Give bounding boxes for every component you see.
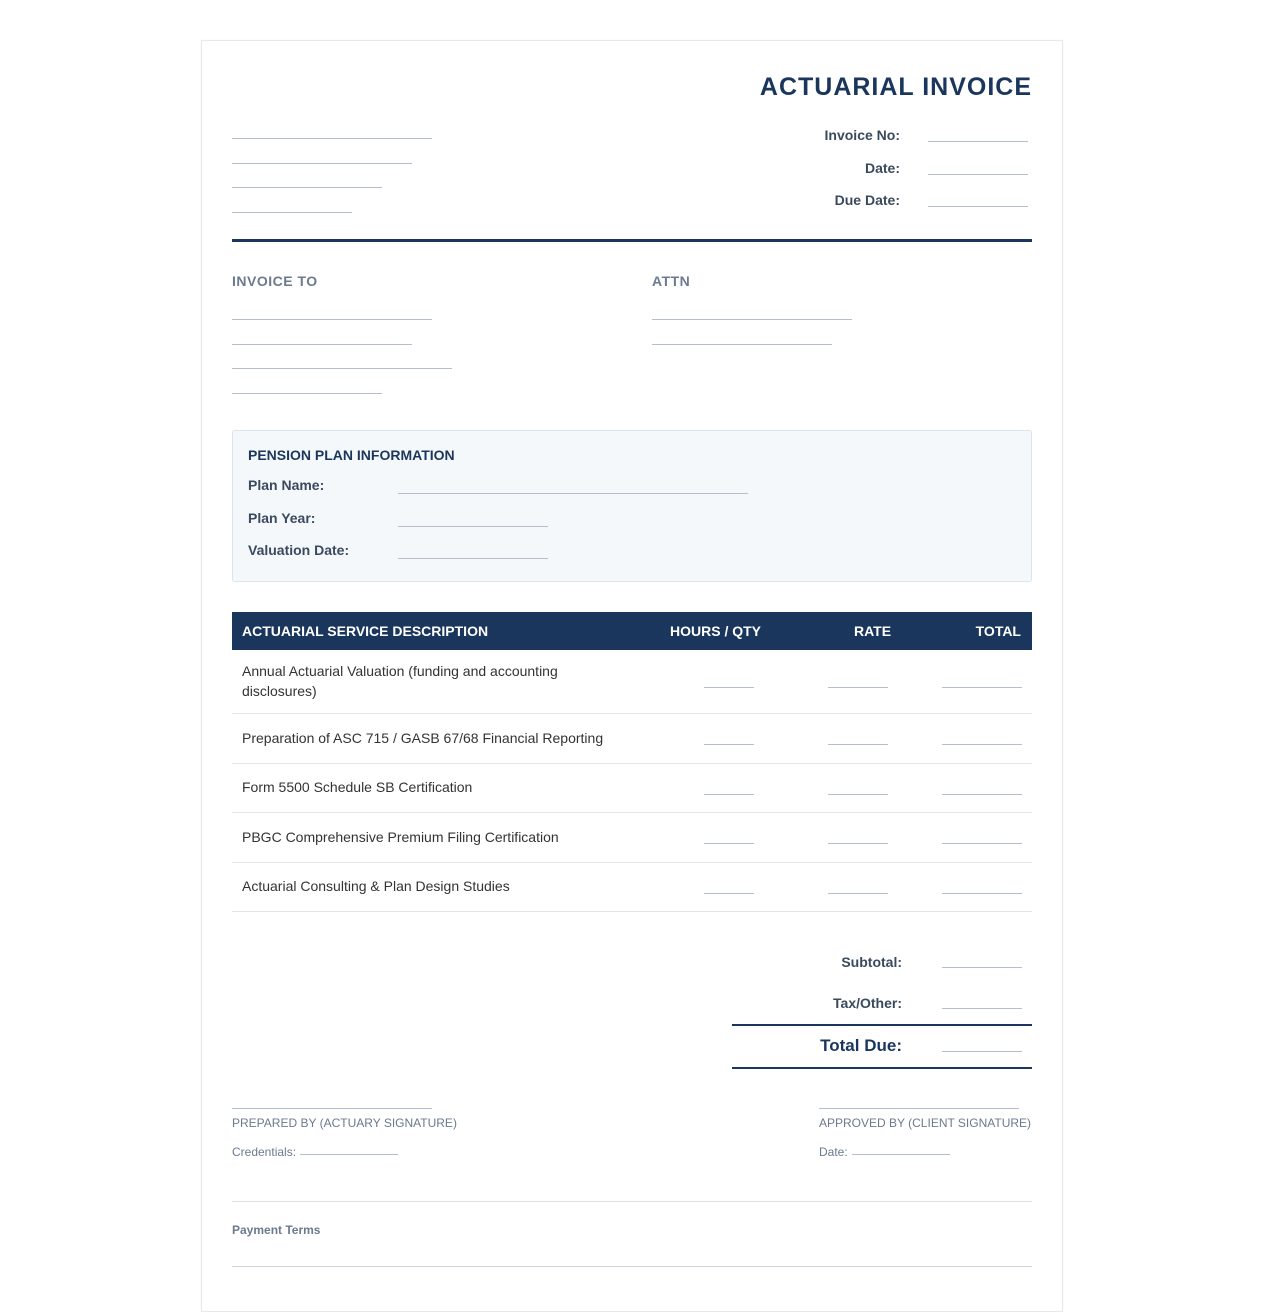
total-due-bottom-rule [732, 1067, 1032, 1069]
invoice-to-line-4[interactable] [232, 393, 382, 394]
table-row [232, 863, 1032, 912]
service-description: Form 5500 Schedule SB Certification [242, 779, 473, 795]
hours-column-header: HOURS / QTY [670, 623, 762, 639]
subtotal-field[interactable] [942, 967, 1022, 968]
due-date-label: Due Date: [834, 192, 900, 208]
invoice-to-line-3[interactable] [232, 368, 452, 369]
invoice-to-line-1[interactable] [232, 319, 432, 320]
pension-plan-title: PENSION PLAN INFORMATION [248, 447, 455, 463]
date-label: Date: [864, 160, 900, 176]
credentials-label: Credentials: [232, 1145, 297, 1159]
header-divider [232, 239, 1032, 242]
attn-label: ATTN [652, 273, 691, 289]
credentials-field[interactable] [300, 1154, 398, 1155]
rate-field[interactable] [828, 893, 888, 894]
attn-line-1[interactable] [652, 319, 852, 320]
service-description: Preparation of ASC 715 / GASB 67/68 Financial Reporting [242, 730, 604, 746]
services-table-header [232, 612, 1032, 650]
approved-by-label: APPROVED BY (CLIENT SIGNATURE) [819, 1116, 1032, 1130]
rate-field[interactable] [828, 687, 888, 688]
rate-field[interactable] [828, 794, 888, 795]
invoice-to-line-2[interactable] [232, 344, 412, 345]
invoice-page [201, 40, 1063, 1312]
rate-column-header: RATE [854, 623, 892, 639]
client-signature-line[interactable] [819, 1108, 1019, 1109]
payment-terms-label: Payment Terms [232, 1223, 321, 1237]
invoice-to-label: INVOICE TO [232, 273, 318, 289]
company-line-3[interactable] [232, 187, 382, 188]
description-column-header: ACTUARIAL SERVICE DESCRIPTION [242, 623, 489, 639]
approval-date-field[interactable] [852, 1154, 950, 1155]
valuation-date-label: Valuation Date: [248, 542, 350, 558]
invoice-no-field[interactable] [928, 141, 1028, 142]
valuation-date-field[interactable] [398, 558, 548, 559]
hours-field[interactable] [704, 794, 754, 795]
pension-plan-box [232, 430, 1032, 582]
table-row [232, 813, 1032, 863]
total-due-field[interactable] [942, 1051, 1022, 1052]
total-field[interactable] [942, 794, 1022, 795]
table-row [232, 764, 1032, 813]
plan-year-field[interactable] [398, 526, 548, 527]
hours-field[interactable] [704, 843, 754, 844]
prepared-by-label: PREPARED BY (ACTUARY SIGNATURE) [232, 1116, 457, 1130]
invoice-title: ACTUARIAL INVOICE [759, 73, 1032, 101]
rate-field[interactable] [828, 843, 888, 844]
service-description: Actuarial Consulting & Plan Design Studies [242, 878, 510, 894]
total-field[interactable] [942, 893, 1022, 894]
table-row [232, 650, 1032, 714]
total-due-top-rule [732, 1024, 1032, 1026]
total-field[interactable] [942, 687, 1022, 688]
total-due-label: Total Due: [820, 1036, 902, 1055]
company-line-1[interactable] [232, 138, 432, 139]
hours-field[interactable] [704, 893, 754, 894]
total-field[interactable] [942, 744, 1022, 745]
due-date-field[interactable] [928, 206, 1028, 207]
subtotal-label: Subtotal: [841, 954, 902, 970]
footer-divider [232, 1201, 1032, 1202]
plan-year-label: Plan Year: [248, 510, 316, 526]
service-description: PBGC Comprehensive Premium Filing Certification [242, 829, 559, 845]
table-row [232, 714, 1032, 764]
total-column-header: TOTAL [975, 623, 1021, 639]
invoice-no-label: Invoice No: [824, 127, 900, 143]
company-line-2[interactable] [232, 163, 412, 164]
hours-field[interactable] [704, 687, 754, 688]
actuary-signature-line[interactable] [232, 1108, 432, 1109]
plan-name-field[interactable] [398, 493, 748, 494]
approval-date-label: Date: [819, 1145, 848, 1159]
tax-label: Tax/Other: [833, 995, 902, 1011]
total-field[interactable] [942, 843, 1022, 844]
plan-name-label: Plan Name: [248, 477, 325, 493]
date-field[interactable] [928, 174, 1028, 175]
rate-field[interactable] [828, 744, 888, 745]
hours-field[interactable] [704, 744, 754, 745]
payment-terms-divider [232, 1266, 1032, 1267]
attn-line-2[interactable] [652, 344, 832, 345]
tax-field[interactable] [942, 1008, 1022, 1009]
company-line-4[interactable] [232, 212, 352, 213]
service-description: Annual Actuarial Valuation (funding and accounting disclosures) [242, 663, 558, 699]
